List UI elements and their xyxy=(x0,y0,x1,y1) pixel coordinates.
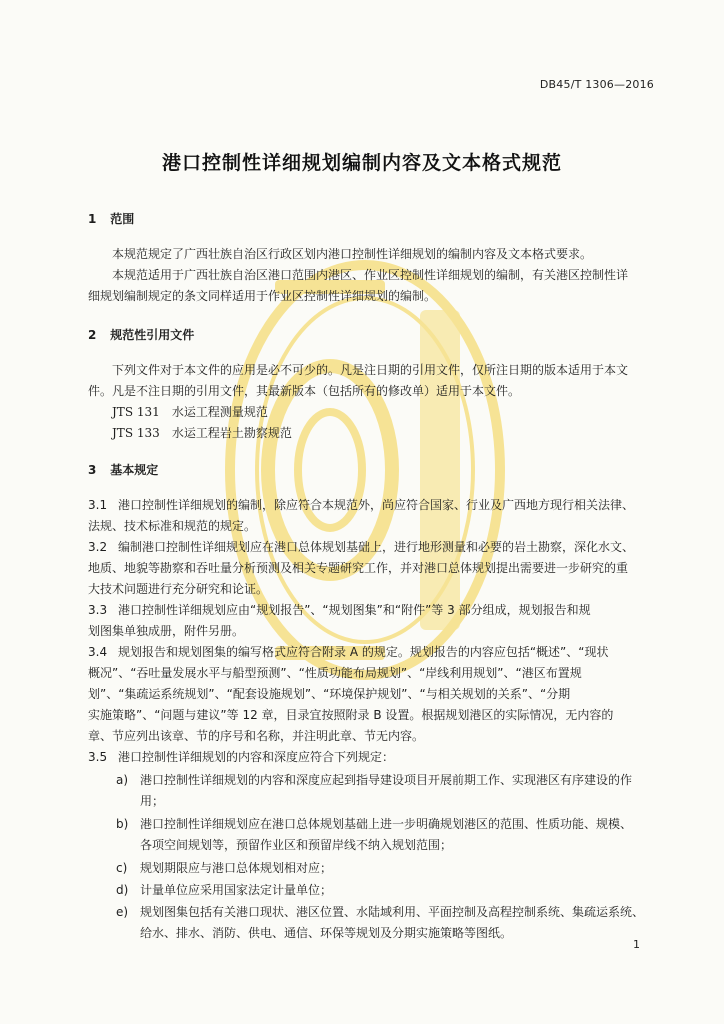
section-number: 1 xyxy=(88,212,97,226)
reference-item xyxy=(112,423,292,444)
clause-continuation: 地质、地貌等勘察和吞吐量分析预测及相关专题研究工作，并对港口总体规划提出需要进一步研究的重 xyxy=(88,561,629,575)
clause-number: 3.2 xyxy=(88,540,108,554)
list-item-text: 用； xyxy=(140,794,165,808)
paragraph: 本规范规定了广西壮族自治区行政区划内港口控制性详细规划的编制内容及文本格式要求。 xyxy=(112,247,593,261)
paragraph: 下列文件对于本文件的应用是必不可少的。凡是注日期的引用文件，仅所注日期的版本适用于本文 xyxy=(112,363,629,377)
list-item-label: e) xyxy=(116,905,129,919)
paragraph-continuation: 细规划编制规定的条文同样适用于作业区控制性详细规划的编制。 xyxy=(88,289,437,303)
list-item-text: 计量单位应采用国家法定计量单位； xyxy=(140,883,333,897)
standard-code: DB45/T 1306—2016 xyxy=(539,78,654,91)
clause-text: 编制港口控制性详细规划应在港口总体规划基础上，进行地形测量和必要的岩土勘察，深化水文、 xyxy=(118,540,635,554)
reference-item xyxy=(112,402,268,423)
paragraph: 本规范适用于广西壮族自治区港口范围内港区、作业区控制性详细规划的编制，有关港区控制性详 xyxy=(112,268,629,282)
section-title: 基本规定 xyxy=(110,463,159,477)
clause-continuation: 章、节应列出该章、节的序号和名称，并注明此章、节无内容。 xyxy=(88,729,425,743)
clause-text: 港口控制性详细规划的内容和深度应符合下列规定： xyxy=(118,750,395,764)
reference-name: 水运工程岩土勘察规范 xyxy=(171,426,292,440)
section-heading-3 xyxy=(88,461,158,478)
clause-3-4 xyxy=(88,642,609,663)
list-item-label: c) xyxy=(116,861,128,875)
list-item-label: b) xyxy=(116,817,129,831)
document-title: 港口控制性详细规划编制内容及文本格式规范 xyxy=(161,152,562,174)
list-item-text: 各项空间规划等，预留作业区和预留岸线不纳入规划范围； xyxy=(140,838,453,852)
clause-continuation: 实施策略”、“问题与建议”等 12 章，目录宜按照附录 B 设置。根据规划港区的实际情况，无内容的 xyxy=(88,708,614,722)
clause-number: 3.3 xyxy=(88,603,108,617)
page-number: 1 xyxy=(633,938,640,951)
section-heading-1 xyxy=(88,210,134,227)
clause-continuation: 大技术问题进行充分研究和论证。 xyxy=(88,582,269,596)
list-item-text: 港口控制性详细规划应在港口总体规划基础上进一步明确规划港区的范围、性质功能、规模、 xyxy=(140,817,633,831)
watermark-seal xyxy=(215,250,515,690)
list-item-text: 规划图集包括有关港口现状、港区位置、水陆域利用、平面控制及高程控制系统、集疏运系统、 xyxy=(140,905,645,919)
list-item-label: d) xyxy=(116,883,129,897)
list-item-label: a) xyxy=(116,773,129,787)
clause-text: 港口控制性详细规划的编制，除应符合本规范外，尚应符合国家、行业及广西地方现行相关法律、 xyxy=(118,498,635,512)
section-number: 3 xyxy=(88,463,97,477)
clause-text: 规划报告和规划图集的编写格式应符合附录 A 的规定。规划报告的内容应包括“概述”、“现状 xyxy=(118,645,609,659)
clause-continuation: 法规、技术标准和规范的规定。 xyxy=(88,519,257,533)
section-heading-2 xyxy=(88,326,194,343)
clause-3-1 xyxy=(88,495,634,516)
clause-continuation: 划”、“集疏运系统规划”、“配套设施规划”、“环境保护规划”、“与相关规划的关系”、“分期 xyxy=(88,687,571,701)
list-item-text: 港口控制性详细规划的内容和深度应起到指导建设项目开展前期工作、实现港区有序建设的作 xyxy=(140,773,633,787)
reference-code: JTS 131 xyxy=(112,405,160,419)
reference-code: JTS 133 xyxy=(112,426,160,440)
section-number: 2 xyxy=(88,328,97,342)
clause-number: 3.4 xyxy=(88,645,108,659)
clause-3-5 xyxy=(88,747,394,768)
section-title: 范围 xyxy=(110,212,135,226)
paragraph-continuation: 件。凡是不注日期的引用文件，其最新版本（包括所有的修改单）适用于本文件。 xyxy=(88,384,521,398)
clause-3-2 xyxy=(88,537,634,558)
clause-continuation: 划图集单独成册，附件另册。 xyxy=(88,624,245,638)
clause-text: 港口控制性详细规划应由“规划报告”、“规划图集”和“附件”等 3 部分组成，规划报告和规 xyxy=(118,603,591,617)
clause-number: 3.5 xyxy=(88,750,108,764)
clause-continuation: 概况”、“吞吐量发展水平与船型预测”、“性质功能布局规划”、“岸线利用规划”、“港区布置规 xyxy=(88,666,582,680)
list-item-text: 规划期限应与港口总体规划相对应； xyxy=(140,861,333,875)
section-title: 规范性引用文件 xyxy=(110,328,195,342)
list-item-text: 给水、排水、消防、供电、通信、环保等规划及分期实施策略等图纸。 xyxy=(140,926,513,940)
reference-name: 水运工程测量规范 xyxy=(171,405,268,419)
clause-3-3 xyxy=(88,600,591,621)
clause-number: 3.1 xyxy=(88,498,108,512)
